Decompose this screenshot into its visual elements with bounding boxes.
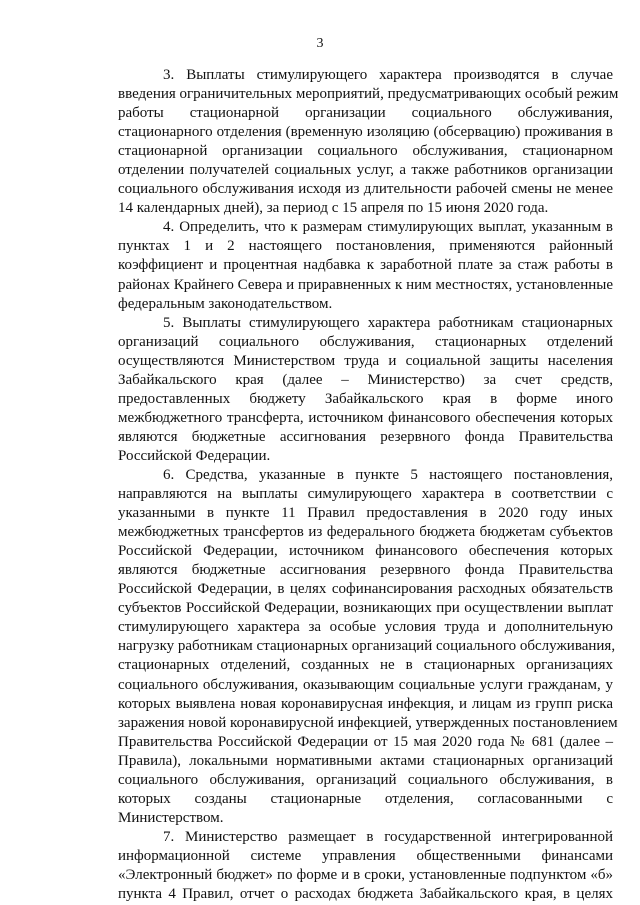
text-line: федеральным законодательством. [118,295,333,312]
text-line: нагрузку работникам стационарных организаций социального обслуживания, [118,638,616,655]
text-line: Российской Федерации, источником финансового обеспечения которых [118,543,613,560]
text-line: стационарной организации социального обслуживания, стационарном [118,143,613,160]
document-body [118,66,619,904]
paragraph-p3 [118,66,619,218]
text-line: организаций социального обслуживания, стационарных отделений [118,333,613,350]
paragraph-p5 [118,314,613,466]
text-line: социального обслуживания, оказывающим социальные услуги гражданам, у [118,676,613,693]
text-line: которых выявлена новая коронавирусная инфекция, и лицам из групп риска [118,695,613,712]
text-line: районах Крайнего Севера и приравненных к ним местностях, установленные [118,276,613,293]
paragraph-p6 [118,466,618,828]
text-line: стимулирующего характера за особые условия труда и дополнительную [118,619,613,636]
text-line: Российской Федерации, в целях софинансирования расходных обязательств [118,581,613,598]
text-line: осуществляются Министерством труда и социальной защиты населения [118,352,613,369]
text-line: 14 календарных дней), за период с 15 апреля по 15 июня 2020 года. [118,200,549,217]
text-line: 7. Министерство размещает в государственной интегрированной [163,828,613,845]
text-line: межбюджетного трансферта, источником финансового обеспечения которых [118,409,613,426]
text-line: коэффициент и процентная надбавка к заработной плате за стаж работы в [118,257,613,274]
text-line: 6. Средства, указанные в пункте 5 настоящего постановления, [163,466,613,483]
text-line: стационарного отделения (временную изоляцию (обсервацию) проживания в [118,124,613,141]
text-line: 3. Выплаты стимулирующего характера производятся в случае [163,67,613,83]
text-line: межбюджетных трансфертов из федерального бюджета бюджетам субъектов [118,524,613,541]
text-line: предоставленных бюджету Забайкальского края в форме иного [118,390,613,407]
text-line: Правительства Российской Федерации от 15 мая 2020 года № 681 (далее – [118,733,613,750]
paragraph-p4 [118,218,613,313]
text-line: являются бюджетные ассигнования резервного фонда Правительства [118,562,613,579]
text-line: являются бюджетные ассигнования резервного фонда Правительства [118,428,613,445]
text-line: Министерством. [118,809,224,826]
text-line: заражения новой коронавирусной инфекцией, утвержденных постановлением [118,714,618,731]
text-line: указанными в пункте 11 Правил предоставления в 2020 году иных [118,505,613,522]
text-line: Правила), локальными нормативными актами стационарных организаций [118,752,613,769]
text-line: отделении получателей социальных услуг, а также работников организации [118,162,613,179]
text-line: Российской Федерации. [118,447,271,464]
text-line: которых созданы стационарные отделения, согласованными с [118,790,613,807]
text-line: социального обслуживания исходя из длительности рабочей смены не менее [118,181,613,198]
text-line: 5. Выплаты стимулирующего характера работникам стационарных [163,314,613,331]
text-line: введения ограничительных мероприятий, предусматривающих особый режим [118,86,619,103]
page-number: 3 [316,36,324,51]
text-line: «Электронный бюджет» по форме и в сроки, установленные подпунктом «б» [118,866,613,883]
text-line: пунктах 1 и 2 настоящего постановления, применяются районный [118,238,613,255]
text-line: стационарных отделений, созданных не в стационарных организациях [118,657,613,674]
text-line: направляются на выплаты симулирующего характера в соответствии с [118,486,613,503]
text-line: пункта 4 Правил, отчет о расходах бюджета Забайкальского края, в целях [118,886,613,903]
text-line: информационной системе управления общественными финансами [118,847,613,864]
text-line: 4. Определить, что к размерам стимулирующих выплат, указанным в [163,219,613,236]
text-line: субъектов Российской Федерации, возникающих при осуществлении выплат [118,600,613,617]
text-line: социального обслуживания, организаций социального обслуживания, в [118,771,613,788]
text-line: работы стационарной организации социального обслуживания, [118,105,613,122]
text-line: Забайкальского края (далее – Министерство) за счет средств, [118,371,613,388]
paragraph-p7 [118,828,613,904]
